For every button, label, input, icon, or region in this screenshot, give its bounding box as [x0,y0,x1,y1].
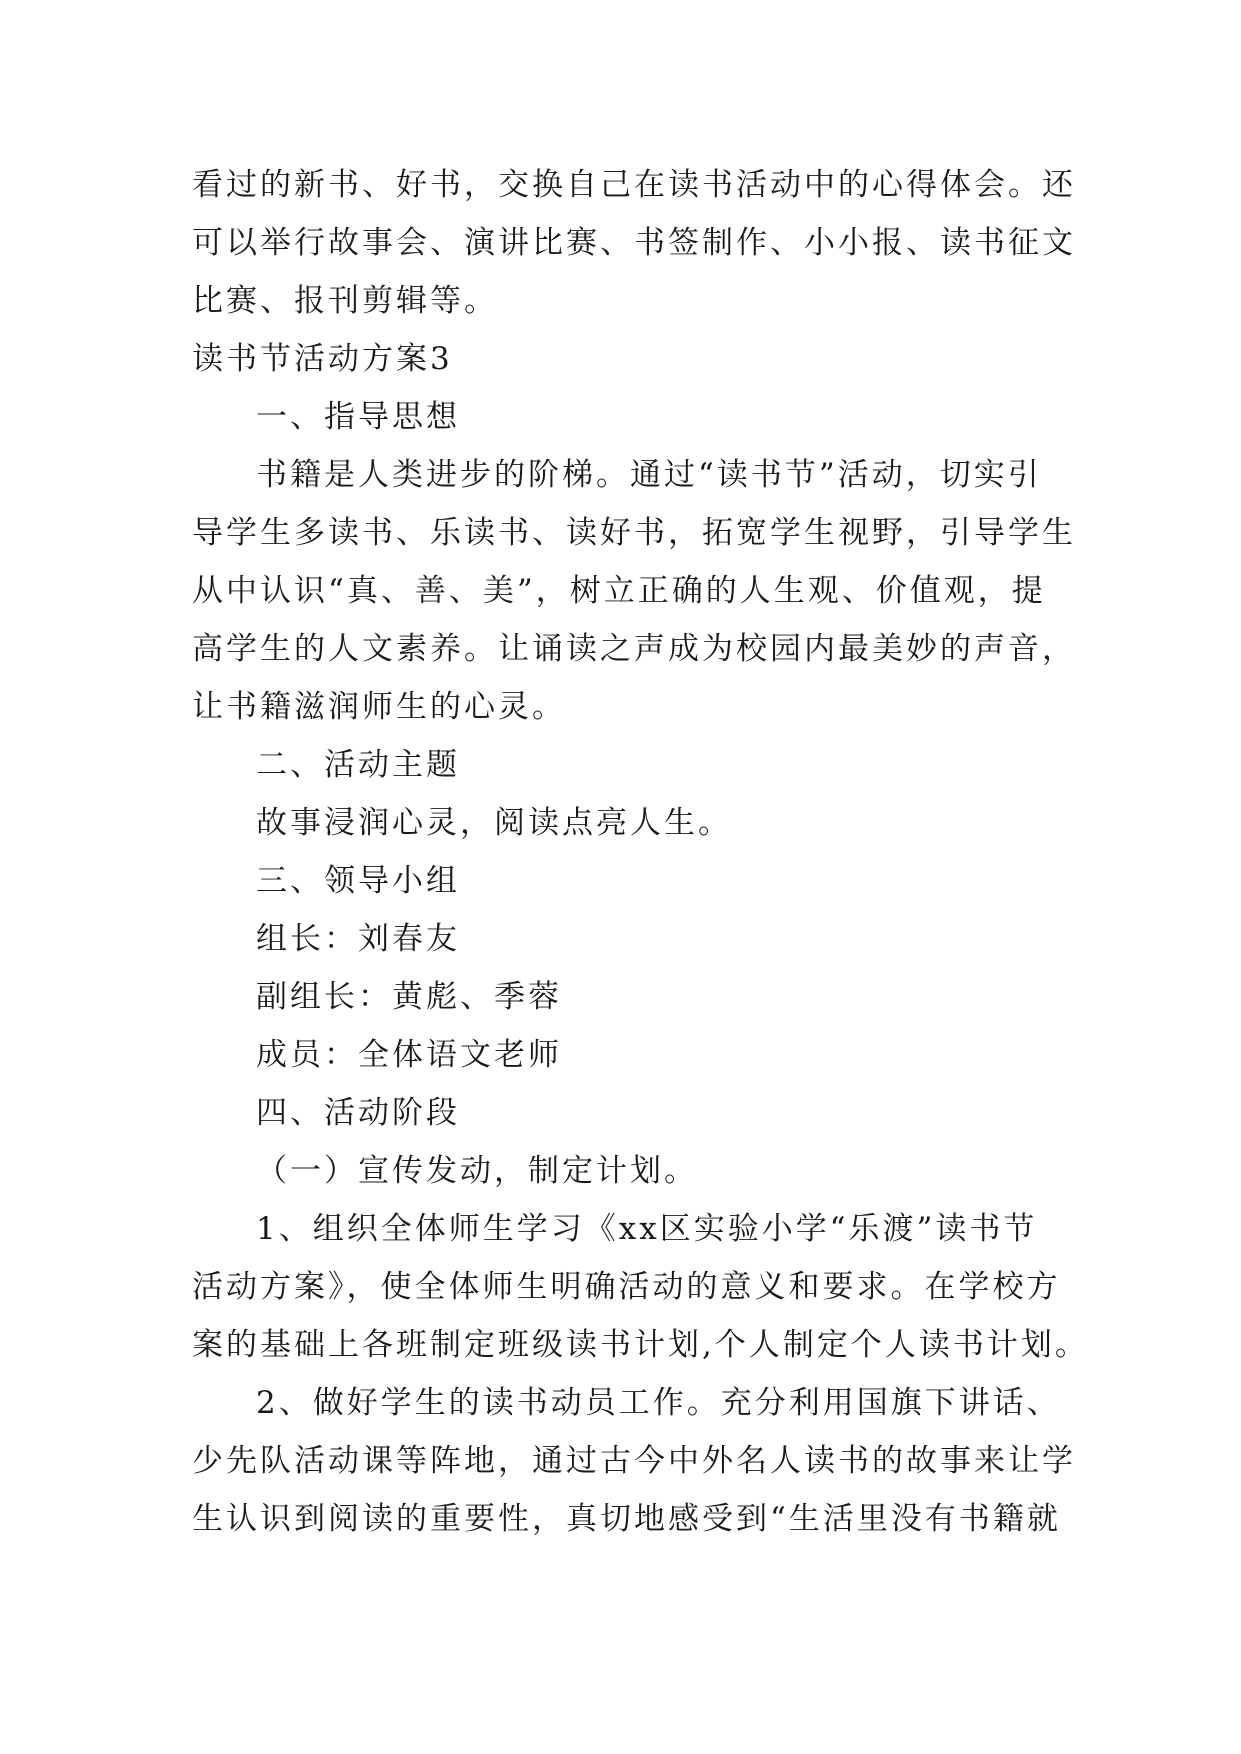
paragraph-line: 从中认识“真、善、美”，树立正确的人生观、价值观，提 [192,573,1046,609]
paragraph-line: 1、组织全体师生学习《xx区实验小学“乐渡”读书节 [256,1211,1038,1247]
section-heading: 四、活动阶段 [256,1095,460,1131]
paragraph-line: 副组长：黄彪、季蓉 [256,979,562,1015]
section-heading: 二、活动主题 [256,747,460,783]
section-heading: 三、领导小组 [256,863,460,899]
paragraph-line: 高学生的人文素养。让诵读之声成为校园内最美妙的声音， [192,631,1076,667]
paragraph-line: 比赛、报刊剪辑等。 [192,283,498,319]
section-heading: 一、指导思想 [256,399,460,435]
paragraph-line: 看过的新书、好书，交换自己在读书活动中的心得体会。还 [192,167,1076,203]
paragraph-line: 让书籍滋润师生的心灵。 [192,689,566,725]
subsection-heading: （一）宣传发动，制定计划。 [256,1153,698,1189]
paragraph-line: 组长：刘春友 [256,921,460,957]
paragraph-line: 少先队活动课等阵地，通过古今中外名人读书的故事来让学 [192,1443,1076,1479]
paragraph-line: 故事浸润心灵，阅读点亮人生。 [256,805,732,841]
paragraph-line: 活动方案》，使全体师生明确活动的意义和要求。在学校方 [192,1269,1061,1305]
paragraph-line: 2、做好学生的读书动员工作。充分利用国旗下讲话、 [256,1385,1061,1421]
paragraph-line: 可以举行故事会、演讲比赛、书签制作、小小报、读书征文 [192,225,1076,261]
paragraph-line: 导学生多读书、乐读书、读好书，拓宽学生视野，引导学生 [192,515,1076,551]
paragraph-line: 书籍是人类进步的阶梯。通过“读书节”活动，切实引 [256,457,1042,493]
paragraph-line: 生认识到阅读的重要性，真切地感受到“生活里没有书籍就 [192,1501,1061,1537]
paragraph-line: 成员：全体语文老师 [256,1037,562,1073]
section-title: 读书节活动方案3 [192,341,453,377]
paragraph-line: 案的基础上各班制定班级读书计划,个人制定个人读书计划。 [192,1327,1089,1363]
